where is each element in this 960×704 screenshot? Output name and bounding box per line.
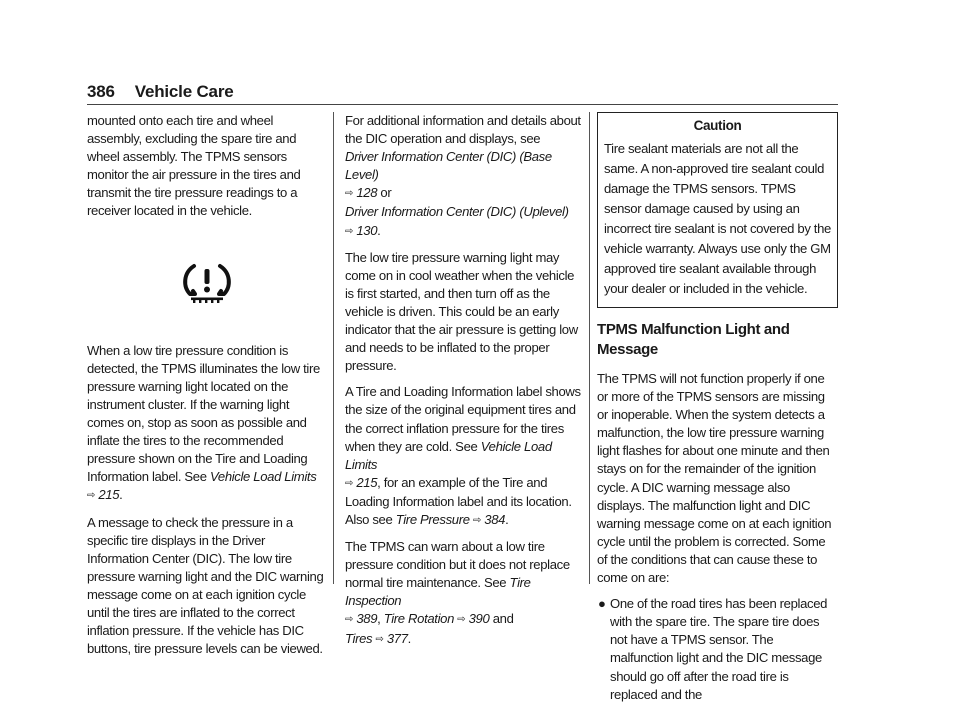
paragraph: The TPMS will not function properly if one or more of the TPMS sensors are missing or inoperable. When the system detects a malfunction, the low tire pressure warning light flashes for about one minute and then stays on for the remainder of the ignition cycle. A DIC warning message also displays. The malfunction light and DIC warning message come on at each ignition cycle until the problem is corrected. Some of the conditions that can cause these to come on are: <box>597 371 832 586</box>
page-reference[interactable]: 215 <box>356 474 378 490</box>
page-reference[interactable]: 389 <box>356 611 378 627</box>
list-item: ● One of the road tires has been replaced with the spare tire. The spare tire does not have a TPMS sensor. The malfunction light and the DIC message should go off after the road tire is replaced and the <box>598 596 828 702</box>
page-number: 386 <box>87 82 115 101</box>
cross-reference-link[interactable]: Driver Information Center (DIC) (Uplevel) <box>345 204 569 220</box>
paragraph: A message to check the pressure in a specific tire displays in the Driver Information Center (DIC). The low tire pressure warning light and the DIC warning message come on at each ignition cycle until the tires are inflated to the correct inflation pressure. If the vehicle has DIC buttons, tire pressure levels can be viewed. <box>87 514 324 657</box>
page-ref-arrow-icon: ⇨ <box>345 477 354 489</box>
caution-title: Caution <box>693 118 742 133</box>
cross-reference-link[interactable]: Vehicle Load Limits <box>345 438 552 472</box>
section-heading: TPMS Malfunction Light and Message <box>597 321 790 358</box>
column-divider <box>333 112 334 584</box>
cross-reference-link[interactable]: Vehicle Load Limits <box>209 469 317 485</box>
bullet-icon: ● <box>598 596 606 612</box>
page-ref-arrow-icon: ⇨ <box>345 614 354 626</box>
page-reference[interactable]: 384 <box>484 511 506 527</box>
page-ref-arrow-icon: ⇨ <box>87 490 96 502</box>
section-title: Vehicle Care <box>134 82 234 101</box>
paragraph: When a low tire pressure condition is detected, the TPMS illuminates the low tire pressure warning light located on the instrument cluster. If the warning light comes on, stop as soon as possible and inflate the tires to the recommended pressure shown on the Tire and Loading Information label. See Vehicle Load Limits ⇨ 215. <box>87 342 320 503</box>
tpms-icon-container <box>87 263 327 308</box>
paragraph: mounted onto each tire and wheel assembly, excluding the spare tire and wheel assembly. The TPMS sensors monitor the air pressure in the tires and transmit the tire pressure readings to a receiver located in the vehicle. <box>87 113 301 219</box>
header-rule <box>87 104 838 105</box>
cross-reference-link[interactable]: Tire Inspection <box>345 575 531 609</box>
page-ref-arrow-icon: ⇨ <box>375 633 384 645</box>
page-reference[interactable]: 130 <box>356 222 378 238</box>
page-reference[interactable]: 390 <box>468 611 490 627</box>
caution-text: Tire sealant materials are not all the same. A non-approved tire sealant could damage the TPMS sensors. TPMS sensor damage caused by using an incorrect tire sealant is not covered by the vehicle warranty. Always use only the GM approved tire sealant available through your dealer or included in the vehicle. <box>604 141 831 296</box>
paragraph: A Tire and Loading Information label shows the size of the original equipment tires and the correct inflation pressure for the tires when they are cold. See Vehicle Load Limits ⇨ 215, for an example of the Tire and Loading Information label and its location. Also see Tire Pressure ⇨ 384. <box>345 384 581 527</box>
caution-box <box>597 112 838 308</box>
cross-reference-link[interactable]: Tires <box>345 630 373 646</box>
page-ref-arrow-icon: ⇨ <box>345 188 354 200</box>
paragraph: The TPMS can warn about a low tire pressure condition but it does not replace normal tire maintenance. See Tire Inspection ⇨ 389, Tire Rotation ⇨ 390 and Tires ⇨ 377. <box>345 539 570 646</box>
page-reference[interactable]: 377 <box>386 630 408 646</box>
tire-pressure-warning-icon <box>180 263 234 303</box>
cross-reference-link[interactable]: Tire Rotation <box>383 611 454 627</box>
paragraph: The low tire pressure warning light may come on in cool weather when the vehicle is first started, and then turn off as the vehicle is driven. This could be an early indicator that the air pressure is getting low and needs to be inflated to the proper pressure. <box>345 249 578 374</box>
page-ref-arrow-icon: ⇨ <box>457 614 466 626</box>
page-ref-arrow-icon: ⇨ <box>472 514 481 526</box>
page-header <box>87 82 234 102</box>
page-reference[interactable]: 128 <box>356 185 378 201</box>
bullet-list <box>597 595 838 704</box>
column-2 <box>345 112 585 657</box>
page-reference[interactable]: 215 <box>98 487 120 503</box>
column-3 <box>597 112 838 704</box>
column-divider <box>589 112 590 584</box>
cross-reference-link[interactable]: Driver Information Center (DIC) (Base Level) <box>345 149 552 183</box>
column-1 <box>87 112 327 666</box>
cross-reference-link[interactable]: Tire Pressure <box>395 511 470 527</box>
paragraph: For additional information and details about the DIC operation and displays, see Driver Information Center (DIC) (Base Level) ⇨ 128 or Driver Information Center (DIC) (Uplevel) ⇨ 130. <box>345 113 581 238</box>
page-ref-arrow-icon: ⇨ <box>345 225 354 237</box>
